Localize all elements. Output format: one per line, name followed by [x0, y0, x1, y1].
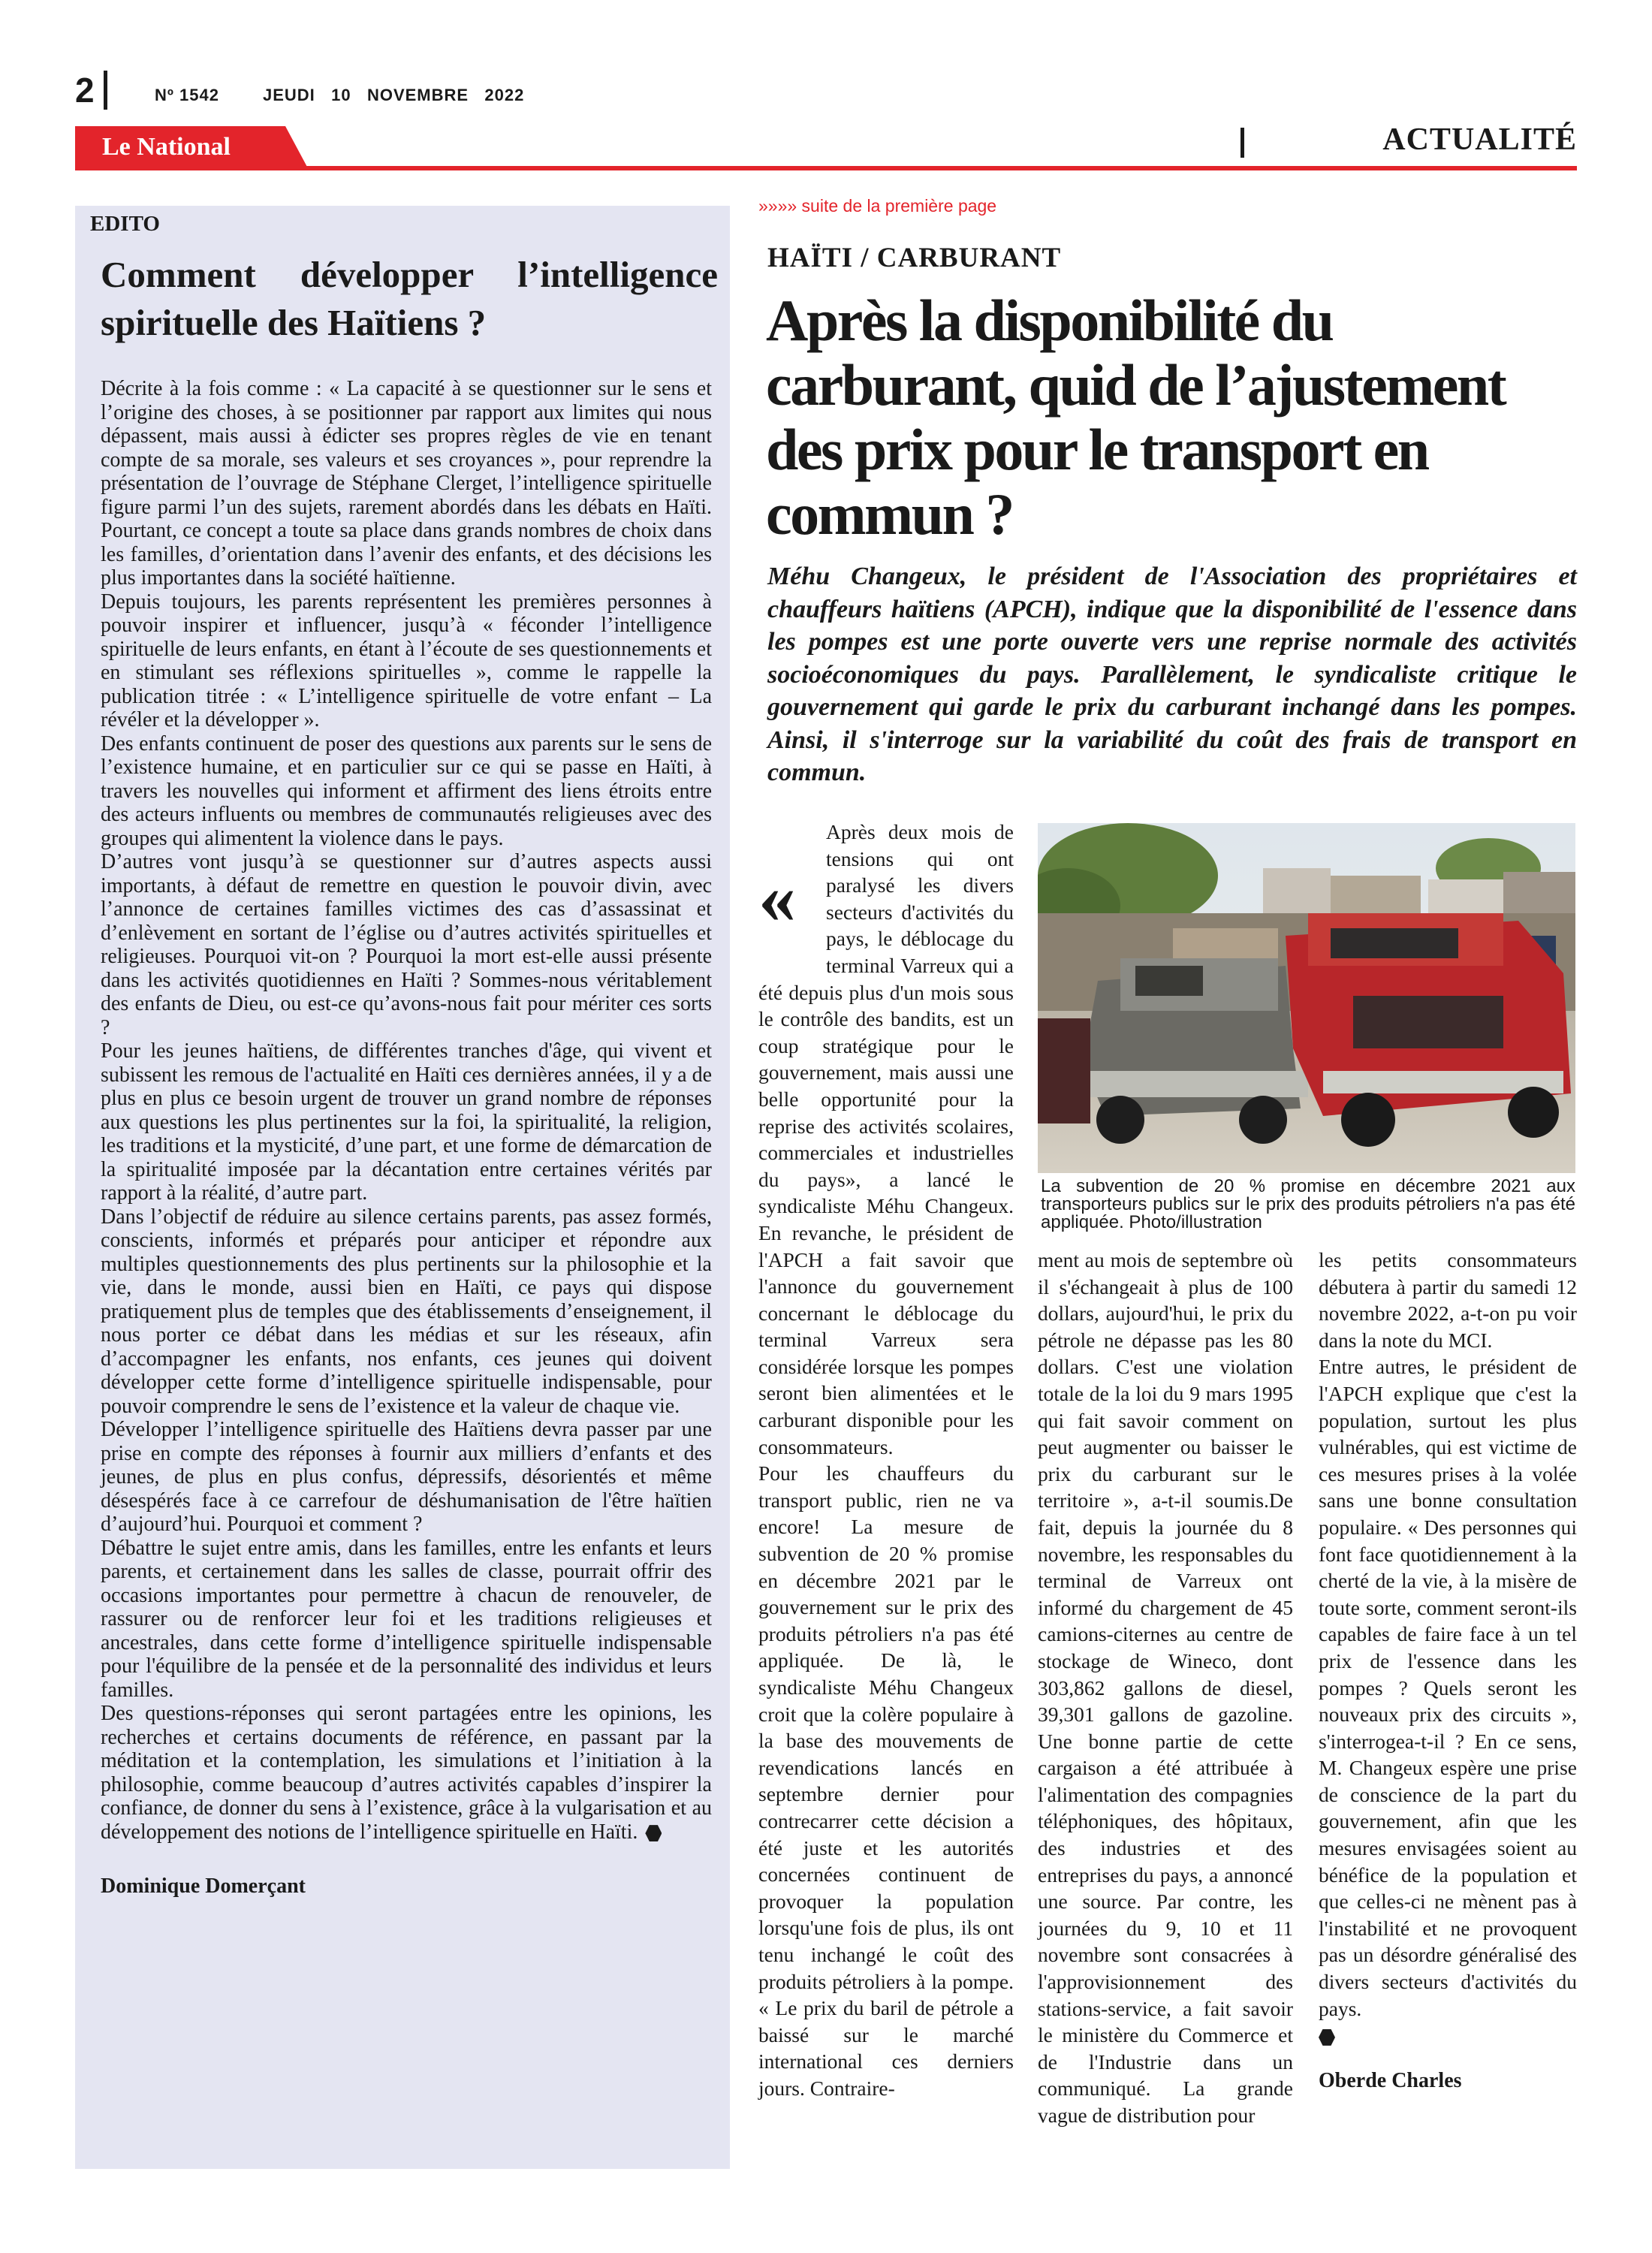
edito-paragraph: Débattre le sujet entre amis, dans les familles, entre les enfants et leurs parents, et certainement dans les salles de classe, pourrait offrir des occasions importantes pour permettre à chacun de renouveler, de rassurer ou de renforcer leur foi et les traditions religieuses et ancestrales, dans cette forme d’intelligence spirituelle indispensable pour l'équilibre de la pensée et de la personnalité des individus et leurs familles.: [101, 1536, 712, 1702]
edito-body: [101, 377, 712, 1844]
header-rule: [75, 166, 1577, 170]
issue-number: Nº 1542: [155, 86, 219, 104]
edito-column: [75, 206, 730, 2169]
edito-paragraph-last: [101, 1702, 712, 1844]
edito-paragraph: D’autres vont jusqu’à se questionner sur d’autres aspects aussi importants, à défaut de remettre en question le pouvoir divin, avec l’annonce de certaines familles victimes des cas d’assassinat et d’enlèvement en sortant de l’église ou d’autres activités spirituelles et religieuses. Pourquoi vit-on ? Pourquoi la mort est-elle aussi présente dans les activités quotidiennes en Haïti ? Sommes-nous véritablement des enfants de Dieu, ou est-ce qu’avons-nous fait pour mériter ces sorts ?: [101, 850, 712, 1039]
section-divider: [1241, 128, 1244, 158]
article-paragraph: Après deux mois de tensions qui ont paralysé les divers secteurs d'activités du pays, le déblocage du terminal Varreux qui a été depuis plus d'un mois sous le contrôle des bandits, est un coup stratégique pour le gouvernement, mais aussi une belle opportunité pour la reprise des activités scolaires, commerciales et industrielles du pays», a lancé le syndicaliste Méhu Changeux. En revanche, le président de l'APCH a fait savoir que l'annonce du gouvernement concernant le déblocage du terminal Varreux sera considérée lorsque les pompes seront bien alimentées et le carburant disponible pour les consommateurs.: [758, 820, 1014, 1458]
open-quote-mark: «: [758, 855, 796, 939]
article-headline: Après la disponibilité du carburant, quid de l’ajustement des prix pour le transport en commun ?: [766, 288, 1506, 547]
article-lead: Méhu Changeux, le président de l'Association des propriétaires et chauffeurs haïtiens (APCH), indique que la disponibilité de l'essence dans les pompes est une porte ouverte vers une reprise normale des activités socioéconomiques du pays. Parallèlement, le syndicaliste critique le gouvernement qui garde le prix du carburant inchangé dans les pompes. Ainsi, il s'interroge sur la variabilité du coût des frais de transport en commun.: [767, 562, 1577, 786]
article-column-1: [758, 819, 1014, 2102]
article-kicker: HAÏTI / CARBURANT: [767, 243, 1062, 273]
article-paragraph: ment au mois de septembre où il s'échangeait à plus de 100 dollars, aujourd'hui, le prix du pétrole ne dépasse pas les 80 dollars. C'est une violation totale de la loi du 9 mars 1995 qui fait savoir comment on peut augmenter ou baisser le prix du carburant sur le territoire », a-t-il soumis.De fait, depuis la journée du 8 novembre, les responsables du terminal de Varreux ont informé du chargement de 45 camions-citernes au centre de stockage de Wineco, dont 303,862 gallons de diesel, 39,301 gallons de gazoline. Une bonne partie de cette cargaison a été attribuée à l'alimentation des compagnies téléphoniques, des hôpitaux, des industries et des entreprises du pays, a annoncé une source. Par contre, les journées du 9, 10 et 11 novembre sont consacrées à l'approvisionnement des stations-service, a fait savoir le ministère du Commerce et de l'Industrie dans un communiqué. La grande vague de distribution pour: [1038, 1248, 1293, 2127]
page-number: 2: [75, 71, 95, 110]
end-mark-icon: [645, 1825, 662, 1841]
edito-paragraph: Depuis toujours, les parents représentent les premières personnes à pouvoir inspirer et influencer, jusqu’à « féconder l’intelligence spirituelle de leurs enfants, en étant à l’écoute de ses questionnements et en stimulant ses réflexions spirituelles », comme le rappelle la publication titrée : « L’intelligence spirituelle de votre enfant – La révéler et la développer ».: [101, 590, 712, 731]
edito-paragraph: Des enfants continuent de poser des questions aux parents sur le sens de l’existence humaine, et en particulier sur ce qui se passe en Haïti, à travers les nouvelles qui informent et affirment des liens étroits entre des acteurs influents ou membres de communautés religieuses avec des groupes qui alimentent la violence dans le pays.: [101, 731, 712, 850]
edito-author: Dominique Domerçant: [101, 1874, 306, 1898]
photo-caption: La subvention de 20 % promise en décembre 2021 aux transporteurs publics sur le prix des produits pétroliers n'a pas été appliquée. Photo/illustration: [1041, 1176, 1575, 1232]
article-column-2: [1038, 1247, 1293, 2129]
article-column-3: [1319, 1247, 1577, 2094]
issue-date: JEUDI 10 NOVEMBRE 2022: [263, 86, 525, 104]
edito-paragraph-text: Des questions-réponses qui seront partagées entre les opinions, les recherches et certains documents de référence, en passant par la méditation et la contemplation, les simulations et l’initiation à la philosophie, comme beaucoup d’autres activités capables d’inspirer la confiance, de donner du sens à l’existence, grâce à la vulgarisation et au développement des notions de l’intelligence spirituelle en Haïti.: [101, 1702, 712, 1844]
article-paragraph: les petits consommateurs débutera à partir du samedi 12 novembre 2022, a-t-on pu voir dans la note du MCI.: [1319, 1248, 1577, 1352]
edito-paragraph: Pour les jeunes haïtiens, de différentes tranches d'âge, qui vivent et subissent les remous de l'actualité en Haïti ces dernières années, il y a de plus en plus ce besoin urgent de trouver un grand nombre de réponses aux questions les plus pertinentes sur la foi, la spiritualité, la religion, les traditions et la mysticité, d’une part, et une forme de démarcation de la spiritualité imposée par la décantation entre certaines vérités par rapport à la réalité, d’autre part.: [101, 1039, 712, 1205]
article-photo: [1038, 823, 1575, 1173]
edito-paragraph: Développer l’intelligence spirituelle des Haïtiens devra passer par une prise en compte des réponses à fournir aux milliers d’enfants et des jeunes, de plus en plus confus, dépressifs, désorientés et même désespérés face à ce carrefour de déshumanisation de l'être haïtien d’aujourd’hui. Pourquoi et comment ?: [101, 1418, 712, 1536]
continued-from-front: »»»» suite de la première page: [758, 196, 997, 216]
brand-name: Le National: [102, 133, 231, 161]
edito-paragraph: Dans l’objectif de réduire au silence certains parents, pas assez formés, conscients, informés et préparés pour anticiper et répondre aux multiples questionnements des plus pertinents sur la philosophie et la vie, dans le monde, aussi bien en Haïti, ce pays qui dispose pratiquement plus de temples que des établissements d’enseignement, il nous porter ce débat dans les médias et sur les réseaux, afin d’accompagner les enfants, nos enfants, ces jeunes qui doivent développer cette forme d’intelligence spirituelle indispensable, pour pouvoir comprendre le sens de l’existence et la valeur de chaque vie.: [101, 1205, 712, 1418]
end-mark-row: [1319, 2022, 1577, 2049]
article-paragraph: Entre autres, le président de l'APCH explique que c'est la population, surtout les plus vulnérables, qui est victime de ces mesures prises à la volée sans une bonne consultation populaire. « Des personnes qui font face quotidiennement à la cherté de la vie, à la misère de toute sorte, comment seront-ils capables de faire face à un tel prix de l'essence dans les pompes ? Quels seront les nouveaux prix des circuits », s'interrogea-t-il ? En ce sens, M. Changeux espère une prise de conscience de la part du gouvernement, afin que les mesures envisagées soient au bénéfice de la population et que celles-ci ne mènent pas à l'instabilité et ne provoquent pas un désordre généralisé des divers secteurs d'activités du pays.: [1319, 1355, 1577, 2020]
article-paragraph: Pour les chauffeurs du transport public, rien ne va encore! La mesure de subvention de 20 % promise en décembre 2021 par le gouvernement sur le prix des produits pétroliers n'a pas été appliquée. De là, le syndicaliste Méhu Changeux croit que la colère populaire à la base des mouvements de revendications lancés en septembre dernier pour contrecarrer cette décision a été juste et les autorités concernées continuent de provoquer la population lorsqu'une fois de plus, ils ont tenu inchangé le coût des produits pétroliers à la pompe. « Le prix du baril de pétrole a baissé sur le marché international ces derniers jours. Contraire-: [758, 1461, 1014, 2100]
article-author: Oberde Charles: [1319, 2068, 1462, 2092]
section-title: ACTUALITÉ: [1382, 122, 1577, 157]
end-mark-icon: [1319, 2029, 1335, 2046]
edito-label: EDITO: [90, 212, 160, 236]
edito-paragraph: Décrite à la fois comme : « La capacité à se questionner sur le sens et l’origine des choses, à se positionner par rapport aux limites qui nous dépassent, mais aussi à édicter ses propres règles de vie en tenant compte de sa morale, ses valeurs et ses croyances », pour reprendre la présentation de l’ouvrage de Stéphane Clerget, l’intelligence spirituelle figure parmi l’un des sujets, rarement abordés dans les débats en Haïti. Pourtant, ce concept a toute sa place dans grands nombres de choix dans les familles, d’orientation dans l’avenir des enfants, et des décisions les plus importantes dans la société haïtienne.: [101, 377, 712, 590]
edito-title: Comment développer l’intelligence spirituelle des Haïtiens ?: [101, 254, 718, 343]
page-number-divider: [104, 71, 107, 110]
